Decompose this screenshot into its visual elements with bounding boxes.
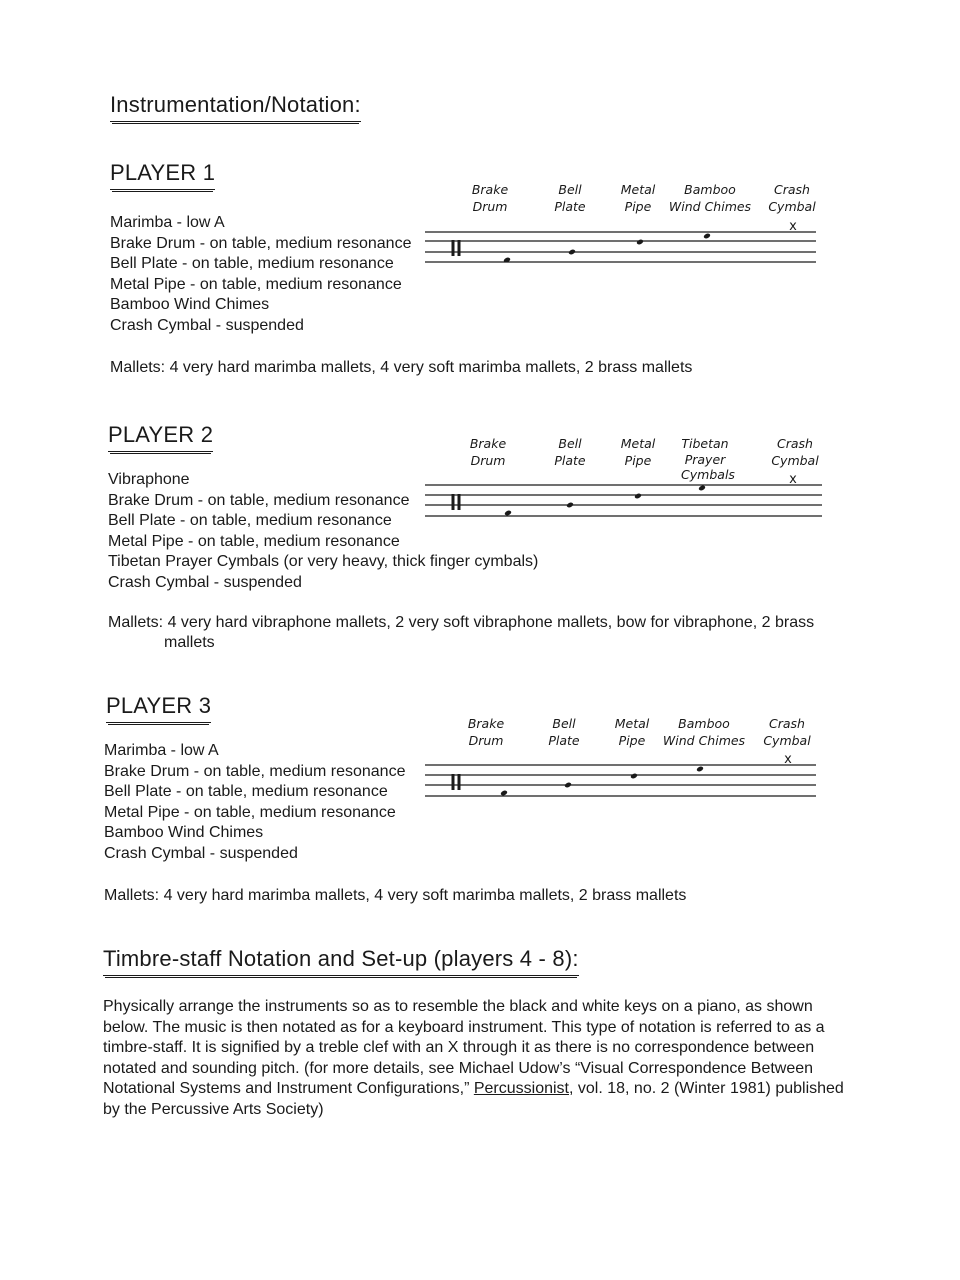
- staff-label: Brake: [467, 716, 505, 731]
- player-1-instrument-list: [110, 213, 411, 336]
- staff-label: Prayer: [684, 452, 726, 467]
- cymbal-x-mark: x: [789, 472, 797, 487]
- timbre-staff-heading: Timbre-staff Notation and Set-up (players 4 - 8):: [103, 946, 579, 976]
- staff-label: Metal: [620, 436, 656, 451]
- staff-label: Cymbals: [681, 467, 735, 482]
- player-2-heading: PLAYER 2: [108, 422, 213, 452]
- staff-label: Tibetan: [681, 436, 729, 451]
- player-1-instrument: Crash Cymbal - suspended: [110, 316, 304, 334]
- paragraph-text: Physically arrange the instruments so as to resemble the black and white keys on a piano, as shown below. The music is then notated as for a keyboard instrument. This type of notation is referred to as a timbre-staff. It is signified by a treble clef with an X through it as there is no correspondence between notated and sounding pitch. (for more details, see Michael Udow’s “Visual Correspondence Between Notational Systems and Instrument Configurations,”: [103, 998, 825, 1097]
- player-3-instrument: Marimba - low A: [104, 742, 219, 759]
- player-1-instrument: Marimba - low A: [110, 214, 225, 231]
- player-3-instrument: Bell Plate - on table, medium resonance: [104, 783, 388, 800]
- staff-label: Crash: [777, 436, 813, 451]
- player-2-instrument: Metal Pipe - on table, medium resonance: [108, 532, 400, 550]
- staff-label: Cymbal: [763, 733, 811, 748]
- staff-note: [568, 249, 576, 256]
- player-2-staff: [420, 432, 825, 527]
- staff-label: Crash: [774, 182, 810, 197]
- staff-notes: [504, 485, 706, 517]
- player-3-instrument-list: [104, 741, 405, 864]
- staff-note: [703, 233, 711, 240]
- player-1-heading: PLAYER 1: [110, 160, 215, 190]
- player-2-mallets: [108, 613, 828, 653]
- staff-label: Bell: [558, 182, 582, 197]
- player-1-instrument: Metal Pipe - on table, medium resonance: [110, 275, 402, 293]
- player-3-instrument: Metal Pipe - on table, medium resonance: [104, 803, 396, 821]
- cymbal-x-mark: x: [784, 752, 792, 767]
- staff-label: Plate: [554, 453, 586, 468]
- staff-note: [634, 493, 642, 500]
- staff-label: Drum: [470, 453, 506, 468]
- player-3-mallets: Mallets: 4 very hard marimba mallets, 4 very soft marimba mallets, 2 brass mallets: [104, 887, 687, 904]
- staff-label: Metal: [614, 716, 650, 731]
- timbre-staff-paragraph: [103, 997, 848, 1120]
- player-1-instrument: Brake Drum - on table, medium resonance: [110, 234, 412, 252]
- paragraph-text-end: , vol. 18, no. 2 (Winter 1981) published by the Percussive Arts Society): [103, 1080, 844, 1118]
- player-2-mallets-line: Mallets: 4 very hard vibraphone mallets, 2 very soft vibraphone mallets, bow for vibraphone, 2 brass: [108, 614, 815, 631]
- player-1-instrument: Bamboo Wind Chimes: [110, 296, 270, 313]
- staff-label: Drum: [472, 199, 508, 214]
- page-title: Instrumentation/Notation:: [110, 92, 361, 122]
- cymbal-x-mark: x: [789, 219, 797, 234]
- staff-label: Bamboo: [678, 716, 730, 731]
- staff-label: Cymbal: [771, 453, 819, 468]
- staff-note: [566, 502, 574, 509]
- staff-label: Pipe: [624, 453, 652, 468]
- player-1-instrument: Bell Plate - on table, medium resonance: [110, 255, 394, 272]
- staff-note: [636, 239, 644, 246]
- staff-label: Crash: [769, 716, 805, 731]
- staff-label: Pipe: [624, 199, 652, 214]
- staff-notes: [500, 766, 704, 797]
- staff-label: Plate: [554, 199, 586, 214]
- staff-label: Bamboo: [684, 182, 736, 197]
- staff-label: Drum: [468, 733, 504, 748]
- player-2-mallets-continued: mallets: [164, 634, 215, 651]
- player-3-instrument: Bamboo Wind Chimes: [104, 824, 264, 841]
- staff-label: Brake: [469, 436, 507, 451]
- player-1-mallets: Mallets: 4 very hard marimba mallets, 4 very soft marimba mallets, 2 brass mallets: [110, 359, 693, 376]
- player-3-staff: [418, 712, 820, 807]
- journal-title: Percussionist: [473, 1080, 569, 1097]
- player-3-heading: PLAYER 3: [106, 693, 211, 723]
- staff-label: Wind Chimes: [662, 733, 746, 748]
- staff-note: [564, 782, 572, 789]
- player-3-instrument: Brake Drum - on table, medium resonance: [104, 762, 406, 780]
- player-3-instrument: Crash Cymbal - suspended: [104, 844, 298, 862]
- staff-note: [696, 766, 704, 773]
- player-2-instrument: Crash Cymbal - suspended: [108, 573, 302, 591]
- staff-notes: [503, 233, 711, 264]
- staff-label: Pipe: [618, 733, 646, 748]
- player-2-instrument: Tibetan Prayer Cymbals (or very heavy, thick finger cymbals): [108, 553, 539, 570]
- staff-label: Cymbal: [768, 199, 816, 214]
- staff-note: [630, 773, 638, 780]
- staff-label: Plate: [548, 733, 580, 748]
- player-2-instrument: Vibraphone: [108, 471, 190, 488]
- staff-label: Wind Chimes: [668, 199, 752, 214]
- staff-label: Bell: [552, 716, 576, 731]
- player-2-instrument: Brake Drum - on table, medium resonance: [108, 491, 410, 509]
- staff-label: Metal: [620, 182, 656, 197]
- player-1-staff: [420, 178, 820, 273]
- staff-label: Brake: [471, 182, 509, 197]
- player-2-instrument: Bell Plate - on table, medium resonance: [108, 512, 392, 529]
- staff-label: Bell: [558, 436, 582, 451]
